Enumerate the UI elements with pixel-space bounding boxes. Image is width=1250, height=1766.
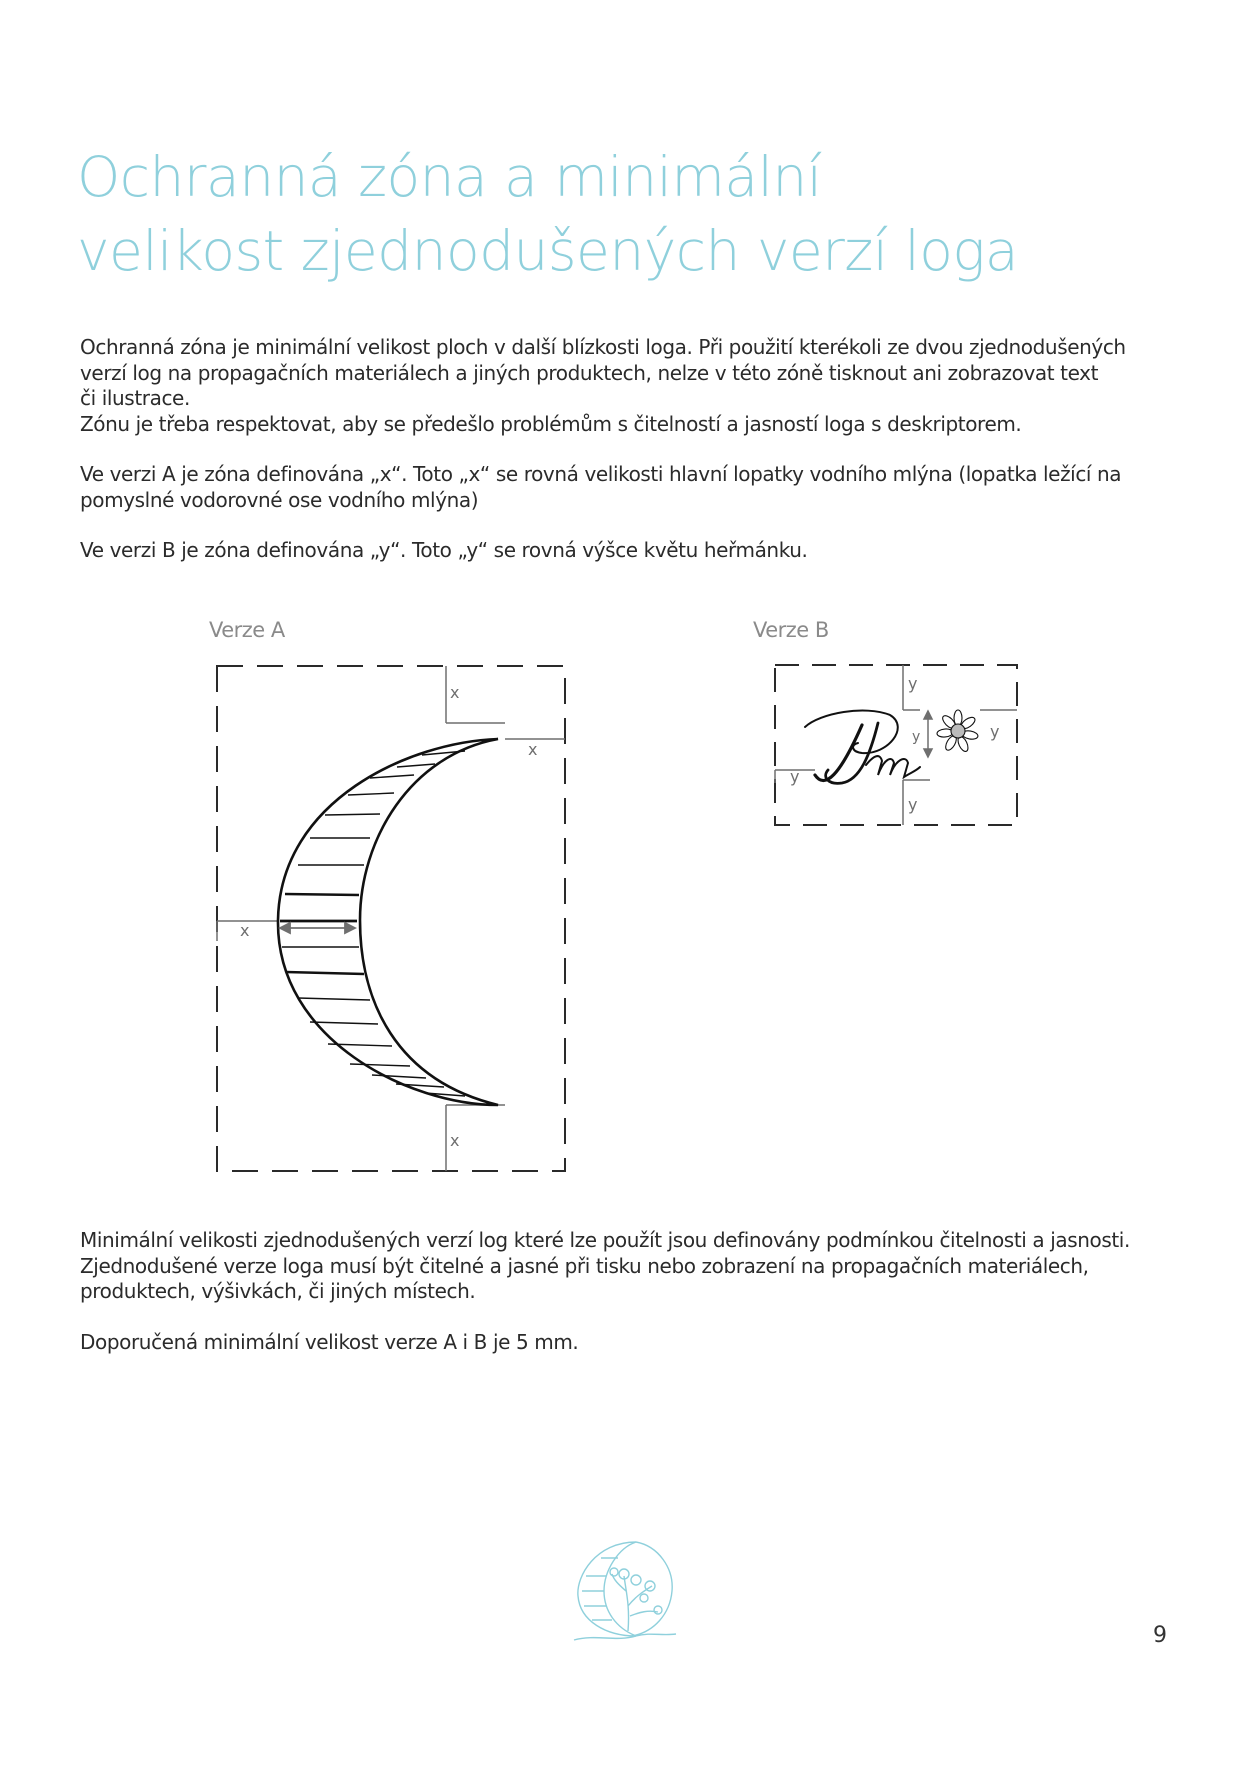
intro-paragraph-1 — [80, 335, 1168, 412]
intro-p1-line-2: verzí log na propagačních materiálech a jiných produktech, nelze v této zóně tisknout ani zobrazovat text — [80, 360, 1099, 385]
version-b-protection-zone — [775, 665, 1017, 825]
bottom-text — [80, 1228, 1168, 1355]
bottom-p1-line-1: Minimální velikosti zjednodušených verzí log které lze použít jsou definovány podmínkou čitelnosti a jasnosti. — [80, 1228, 1130, 1252]
y-measure-arrow — [924, 711, 932, 757]
page-title-line-2: velikost zjednodušených verzí loga — [77, 219, 1019, 283]
pm-monogram — [805, 711, 920, 784]
intro-p3-line-1: Ve verzi A je zóna definována „x“. Toto „x“ se rovná velikosti hlavní lopatky vodního mlýna (lopatka ležící na — [80, 462, 1122, 486]
bottom-paragraph-2: Doporučená minimální velikost verze A i B je 5 mm. — [80, 1329, 579, 1354]
x-mark-bottom: x — [450, 1131, 460, 1150]
version-a-protection-zone — [217, 666, 565, 1171]
intro-p1-line-3: či ilustrace. — [80, 386, 190, 410]
intro-paragraph-3 — [80, 462, 1168, 513]
x-mark-right: x — [528, 740, 538, 759]
page-number: 9 — [1153, 1623, 1167, 1648]
page-title — [77, 140, 1177, 288]
x-mark-left: x — [240, 921, 250, 940]
y-mark-flower: y — [912, 729, 921, 745]
bottom-p1-line-2: Zjednodušené verze loga musí být čitelné a jasné při tisku nebo zobrazení na propagačních materiálech, — [80, 1253, 1089, 1278]
version-a-label: Verze A — [209, 618, 285, 642]
intro-text — [80, 335, 1168, 564]
y-mark-left: y — [790, 767, 800, 786]
intro-p1-line-1: Ochranná zóna je minimální velikost ploch v další blízkosti loga. Při použití kterékoli ze dvou zjednodušených — [80, 335, 1126, 359]
y-mark-right: y — [990, 722, 1000, 741]
version-b-diagram — [770, 655, 1030, 835]
intro-paragraph-2: Zónu je třeba respektovat, aby se předešlo problémům s čitelností a jasností loga s deskriptorem. — [80, 411, 1022, 436]
chamomile-flower-icon — [937, 710, 979, 753]
intro-p3-line-2: pomyslné vodorovné ose vodního mlýna) — [80, 487, 479, 512]
version-b-label: Verze B — [753, 618, 829, 642]
y-mark-bottom: y — [908, 795, 918, 814]
page-title-line-1: Ochranná zóna a minimální — [77, 145, 822, 209]
y-mark-top: y — [908, 674, 918, 693]
x-mark-top: x — [450, 683, 460, 702]
version-a-diagram — [200, 650, 580, 1190]
bottom-p1-line-3: produktech, výšivkách, či jiných místech. — [80, 1279, 476, 1303]
bottom-paragraph-1 — [80, 1228, 1168, 1305]
intro-paragraph-4: Ve verzi B je zóna definována „y“. Toto „y“ se rovná výšce květu heřmánku. — [80, 538, 808, 562]
footer-logo — [566, 1536, 686, 1646]
